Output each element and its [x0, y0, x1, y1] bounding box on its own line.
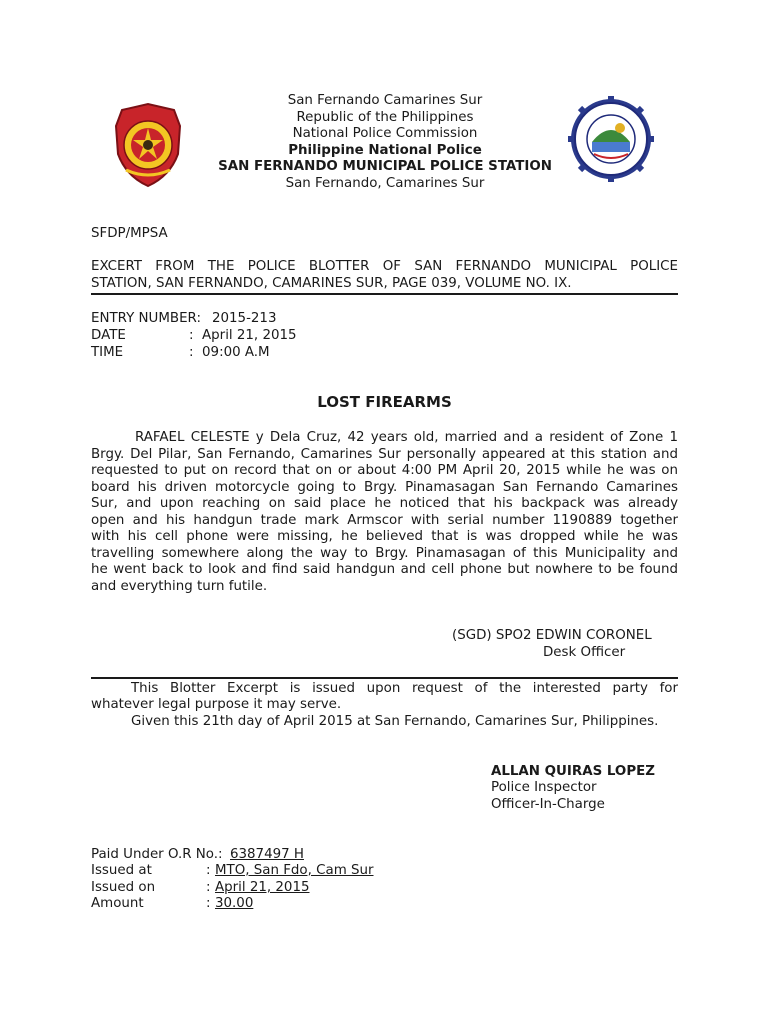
header-line-4: Philippine National Police	[288, 143, 482, 158]
issued-on-value: April 21, 2015	[215, 880, 310, 895]
time-value: : 09:00 A.M	[189, 345, 270, 360]
san-fernando-police-seal-icon	[568, 96, 654, 186]
desk-officer-title: Desk Officer	[543, 645, 626, 660]
narrative-line: and everything turn futile.	[91, 579, 268, 594]
issued-at-colon: :	[206, 863, 215, 878]
divider-top	[91, 293, 678, 295]
desk-officer-name: (SGD) SPO2 EDWIN CORONEL	[452, 628, 652, 643]
excerpt-line-1: EXCERT FROM THE POLICE BLOTTER OF SAN FERNANDO MUNICIPAL POLICE	[91, 259, 678, 274]
header-line-2: Republic of the Philippines	[296, 110, 474, 125]
header-line-1: San Fernando Camarines Sur	[287, 93, 483, 108]
issued-at-value: MTO, San Fdo, Cam Sur	[215, 863, 374, 878]
narrative-line: open and his handgun trade mark Armscor with serial number 1190889 together	[91, 513, 678, 528]
issuance-line-1: This Blotter Excerpt is issued upon request of the interested party for	[131, 681, 678, 696]
issued-at-label: Issued at	[91, 863, 152, 878]
date-value: : April 21, 2015	[189, 328, 297, 343]
issued-on-label: Issued on	[91, 880, 156, 895]
date-label: DATE	[91, 328, 126, 343]
officer-rank: Police Inspector	[491, 780, 597, 795]
excerpt-line-2: STATION, SAN FERNANDO, CAMARINES SUR, PAGE 039, VOLUME NO. IX.	[91, 276, 572, 291]
narrative-line: Brgy. Del Pilar, San Fernando, Camarines Sur personally appeared at this station and	[91, 447, 678, 462]
issued-on-colon: :	[206, 880, 215, 895]
issuance-line-3: Given this 21th day of April 2015 at San Fernando, Camarines Sur, Philippines.	[131, 714, 659, 729]
narrative-line: RAFAEL CELESTE y Dela Cruz, 42 years old, married and a resident of Zone 1	[135, 430, 678, 445]
time-label: TIME	[91, 345, 124, 360]
header-line-6: San Fernando, Camarines Sur	[285, 176, 485, 191]
or-number-label: Paid Under O.R No.:	[91, 847, 227, 862]
narrative-line: board his driven motorcycle going to Brgy. Pinamasagan San Fernando Camarines	[91, 480, 678, 495]
amount-label: Amount	[91, 896, 144, 911]
narrative-line: with his cell phone were missing, he believed that is was dropped while he was	[91, 529, 678, 544]
entry-number-label: ENTRY NUMBER:	[91, 311, 201, 326]
officer-position: Officer-In-Charge	[491, 797, 605, 812]
or-number-value: 6387497 H	[230, 847, 304, 862]
amount-colon: :	[206, 896, 215, 911]
entry-number-value: 2015-213	[212, 311, 277, 326]
narrative-line: travelling somewhere along the way to Brgy. Pinamasagan of this Municipality and	[91, 546, 678, 561]
reference-code: SFDP/MPSA	[91, 226, 168, 241]
narrative-line: he went back to look and find said handgun and cell phone but nowhere to be found	[91, 562, 678, 577]
narrative-line: Sur, and upon reaching on said place he noticed that his backpack was already	[91, 496, 678, 511]
issuance-line-2: whatever legal purpose it may serve.	[91, 697, 342, 712]
document-title: LOST FIREARMS	[317, 393, 452, 411]
header-line-3: National Police Commission	[292, 126, 478, 141]
narrative-line: requested to put on record that on or about 4:00 PM April 20, 2015 while he was on	[91, 463, 678, 478]
officer-in-charge-name: ALLAN QUIRAS LOPEZ	[491, 764, 655, 779]
amount-value: 30.00	[215, 896, 254, 911]
header-line-5: SAN FERNANDO MUNICIPAL POLICE STATION	[218, 159, 552, 174]
divider-bottom	[91, 677, 678, 679]
pnp-seal-icon	[108, 100, 188, 194]
